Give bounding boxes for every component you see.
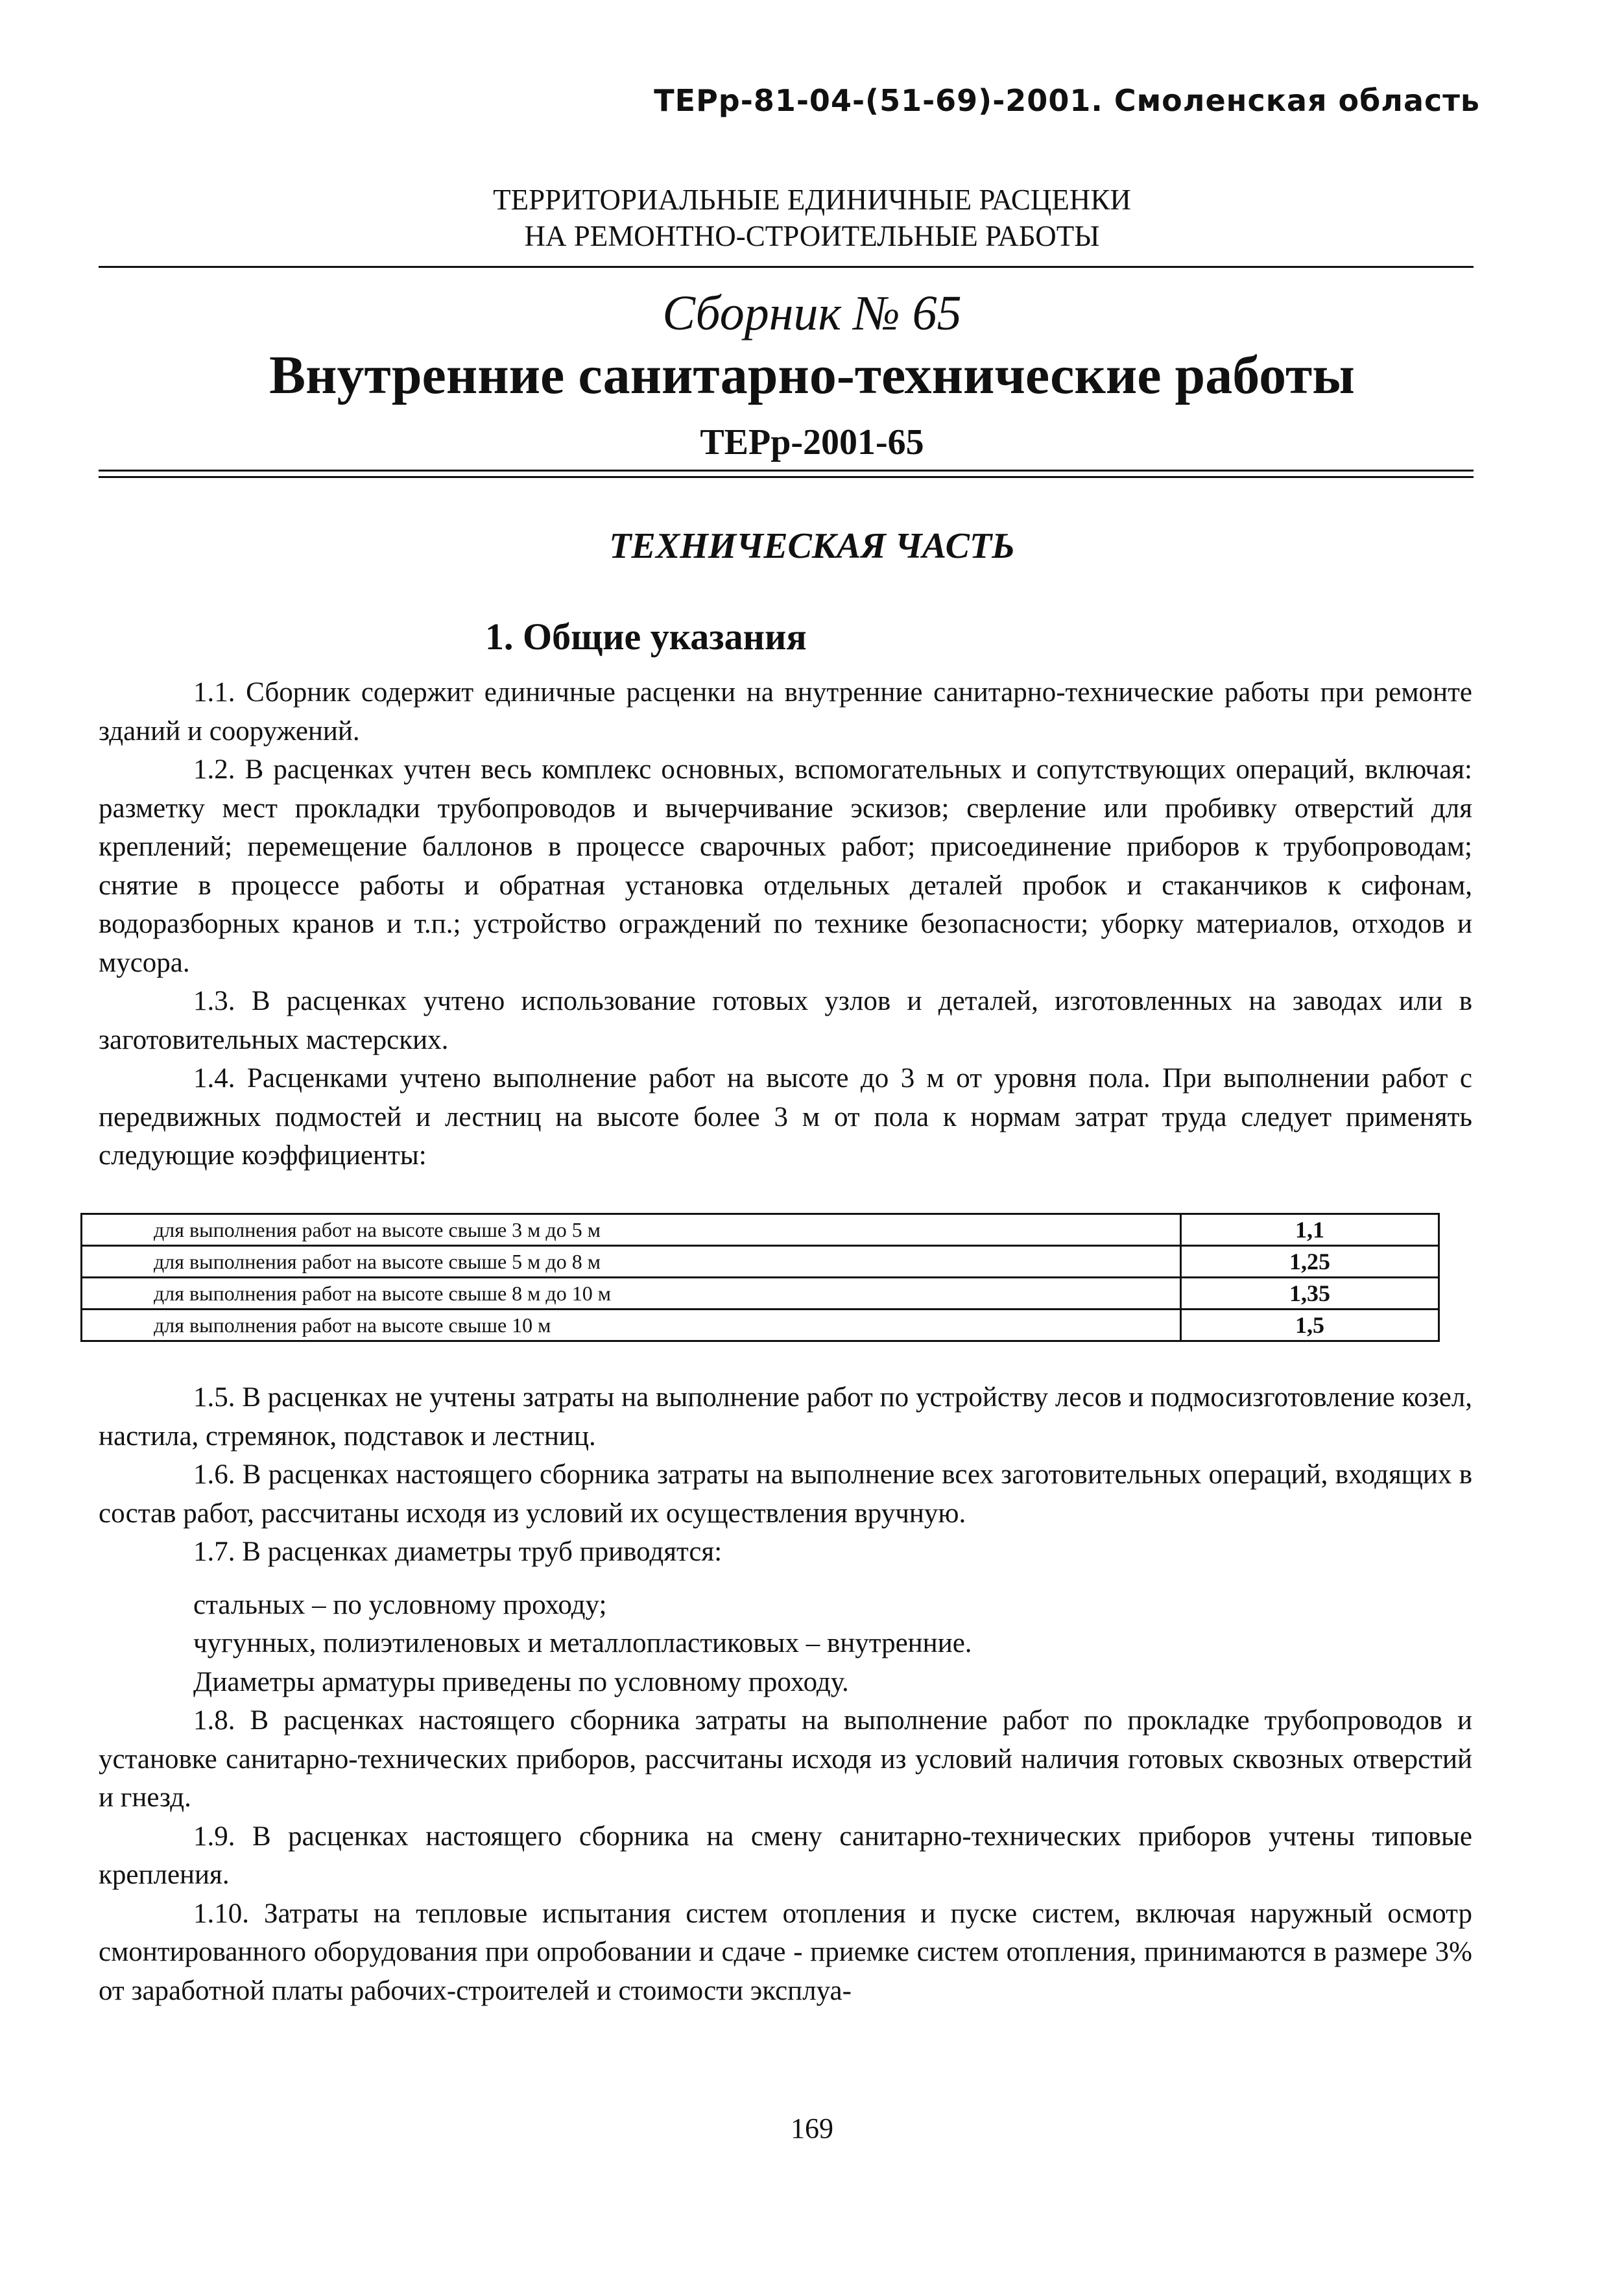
- paragraph-1-2: 1.2. В расценках учтен весь комплекс основных, вспомогательных и сопутствующих операций, включая: разметку мест прокладки трубопроводов и вычерчивание эскизов; сверление или пробивку отверстий для креплений; перемещение баллонов в процессе сварочных работ; присоединение приборов к трубопроводам; снятие в процессе работы и обратная установка отдельных деталей пробок и стаканчиков к сифонам, водоразборных кранов и т.п.; устройство ограждений по технике безопасности; уборку материалов, отходов и мусора.: [99, 754, 1472, 978]
- paragraph-1-4: 1.4. Расценками учтено выполнение работ на высоте до 3 м от уровня пола. При выполнении работ с передвижных подмостей и лестниц на высоте более 3 м от пола к нормам затрат труда следует применять следующие коэффициенты:: [99, 1063, 1472, 1171]
- coefficient-cell: 1,5: [1181, 1310, 1439, 1341]
- paragraph-1-10: 1.10. Затраты на тепловые испытания систем отопления и пуске систем, включая наружный осмотр смонтированного оборудования при опробовании и сдаче - приемке систем отопления, принимаются в размере 3% от заработной платы рабочих-строителей и стоимости эксплуа-: [99, 1898, 1472, 2006]
- collection-number: Сборник № 65: [662, 286, 962, 341]
- paragraph-1-3: 1.3. В расценках учтено использование готовых узлов и деталей, изготовленных на заводах или в заготовительных мастерских.: [99, 986, 1472, 1055]
- paragraph-1-7: 1.7. В расценках диаметры труб приводятся:: [193, 1537, 722, 1567]
- collection-title: Внутренние санитарно-технические работы: [269, 345, 1355, 405]
- body-text-after-table: [99, 1378, 1472, 2010]
- paragraph-1-7-fittings: Диаметры арматуры приведены по условному проходу.: [193, 1666, 849, 1697]
- page-number: 169: [791, 2112, 833, 2144]
- paragraph-1-9: 1.9. В расценках настоящего сборника на смену санитарно-технических приборов учтены типовые крепления.: [99, 1821, 1472, 1890]
- running-header: ТЕРр-81-04-(51-69)-2001. Смоленская область: [654, 83, 1480, 118]
- condition-cell: для выполнения работ на высоте свыше 3 м до 5 м: [82, 1214, 1181, 1246]
- supertitle-line-1: ТЕРРИТОРИАЛЬНЫЕ ЕДИНИЧНЫЕ РАСЦЕНКИ: [493, 184, 1131, 216]
- condition-cell: для выполнения работ на высоте свыше 8 м до 10 м: [82, 1278, 1181, 1310]
- paragraph-1-6: 1.6. В расценках настоящего сборника затраты на выполнение всех заготовительных операций, входящих в состав работ, рассчитаны исходя из условий их осуществления вручную.: [99, 1459, 1472, 1529]
- table-row: [82, 1310, 1439, 1341]
- paragraph-1-8: 1.8. В расценках настоящего сборника затраты на выполнение работ по прокладке трубопроводов и установке санитарно-технических приборов, рассчитаны исходя из условий наличия готовых сквозных отверстий и гнезд.: [99, 1705, 1472, 1813]
- paragraph-1-1: 1.1. Сборник содержит единичные расценки на внутренние санитарно-технические работы при ремонте зданий и сооружений.: [99, 677, 1472, 747]
- coefficients-table: [80, 1213, 1440, 1342]
- divider-double-lower: [99, 476, 1474, 478]
- coefficient-cell: 1,1: [1181, 1214, 1439, 1246]
- paragraph-1-7-steel: стальных – по условному проходу;: [193, 1589, 607, 1620]
- paragraph-1-5: 1.5. В расценках не учтены затраты на выполнение работ по устройству лесов и подмосизготовление козел, настила, стремянок, подставок и лестниц.: [99, 1382, 1472, 1452]
- section-title: 1. Общие указания: [485, 616, 807, 658]
- part-title: ТЕХНИЧЕСКАЯ ЧАСТЬ: [609, 526, 1015, 566]
- collection-code: ТЕРр-2001-65: [700, 422, 924, 462]
- divider-top: [99, 266, 1474, 268]
- condition-cell: для выполнения работ на высоте свыше 10 м: [82, 1310, 1181, 1341]
- spacer: [99, 1572, 1472, 1586]
- paragraph-1-7-cast-iron: чугунных, полиэтиленовых и металлопластиковых – внутренние.: [193, 1628, 972, 1658]
- condition-cell: для выполнения работ на высоте свыше 5 м до 8 м: [82, 1246, 1181, 1278]
- body-text-before-table: [99, 673, 1472, 1175]
- table-row: [82, 1246, 1439, 1278]
- supertitle-line-2: НА РЕМОНТНО-СТРОИТЕЛЬНЫЕ РАБОТЫ: [524, 220, 1100, 252]
- table-row: [82, 1214, 1439, 1246]
- table-row: [82, 1278, 1439, 1310]
- coefficient-cell: 1,35: [1181, 1278, 1439, 1310]
- divider-double-upper: [99, 470, 1474, 472]
- coefficient-cell: 1,25: [1181, 1246, 1439, 1278]
